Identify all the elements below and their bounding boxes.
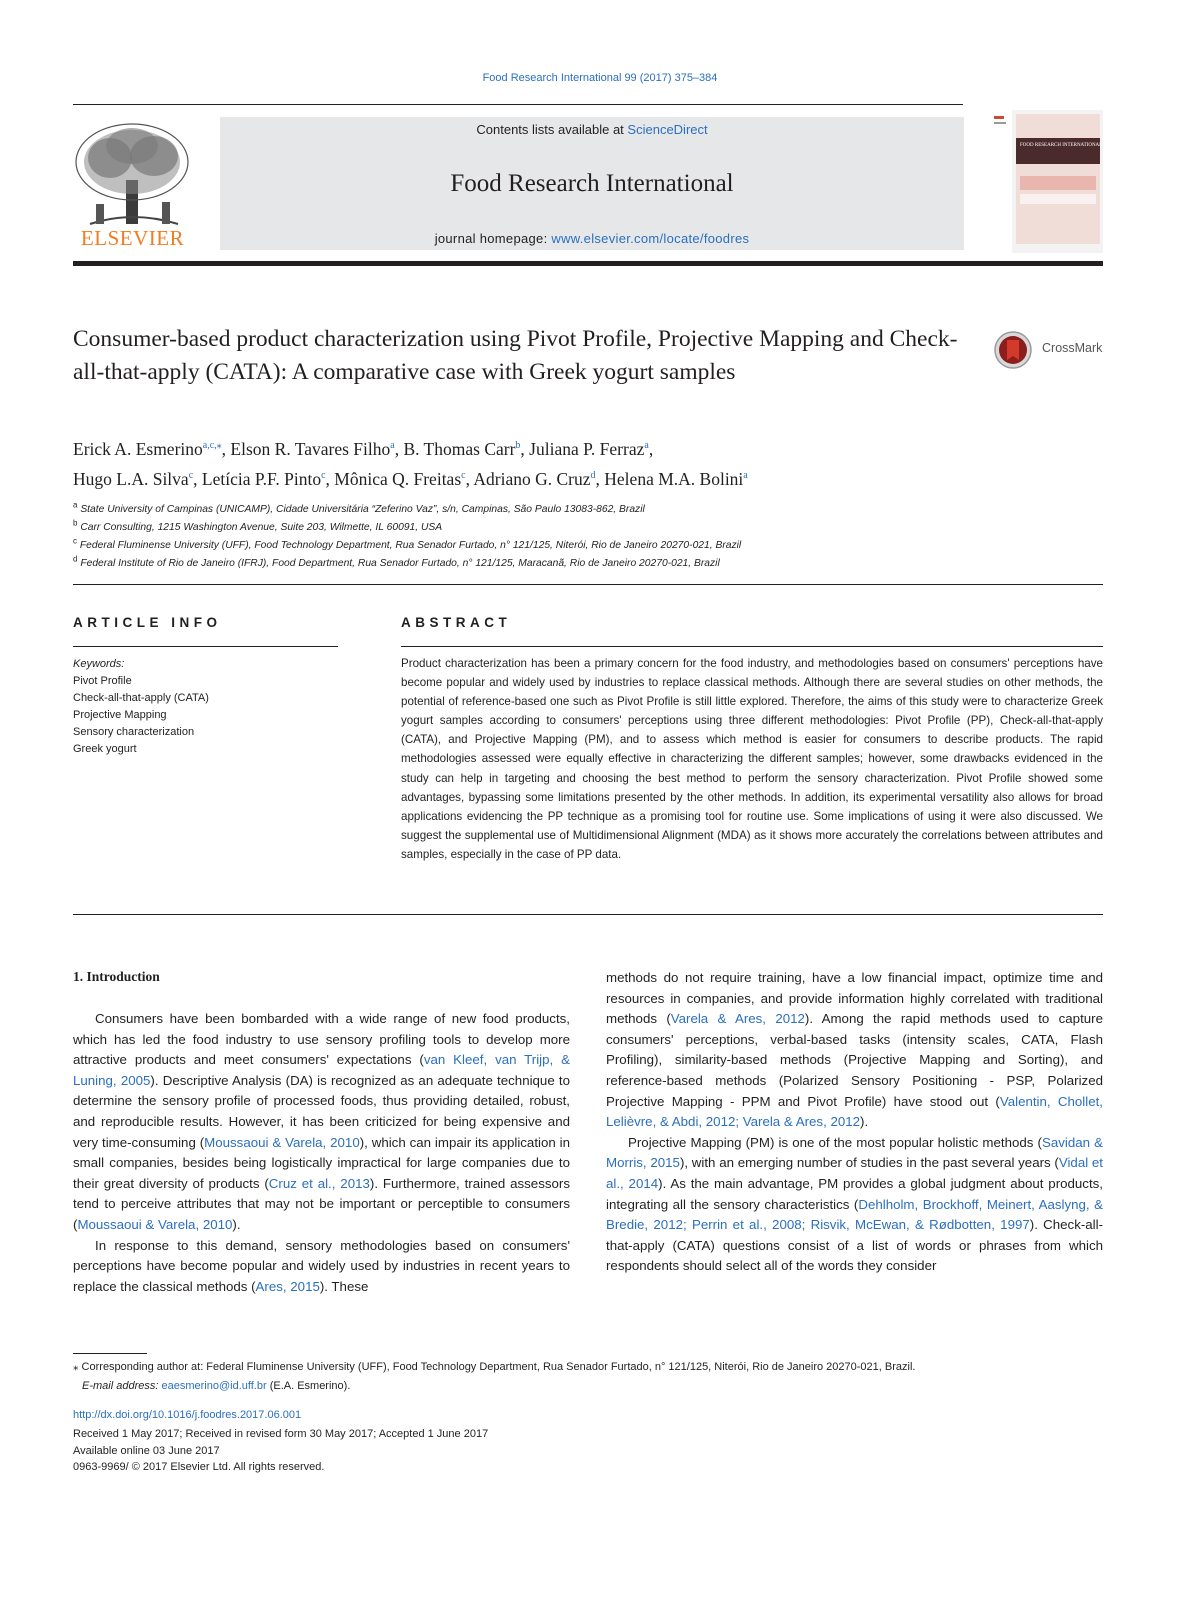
affiliation [73,501,1103,519]
available-online: Available online 03 June 2017 [73,1444,220,1457]
keywords-block [73,656,209,758]
author-name: Elson R. Tavares Filho [230,439,391,459]
journal-cover-thumbnail[interactable] [990,110,1103,253]
cover-title: FOOD RESEARCH INTERNATIONAL [1020,143,1103,148]
article-info-rule [73,646,338,647]
author[interactable] [230,439,394,459]
author-affiliation-marker[interactable]: c [321,470,326,482]
citation-link[interactable]: Savidan & Morris, 2015 [606,1134,1103,1171]
author[interactable] [403,439,520,459]
citation-link[interactable]: Vidal et al., 2014 [606,1155,1103,1191]
author-name: Erick A. Esmerino [73,439,203,459]
paragraph [73,1236,570,1298]
body-column-right [606,968,1103,1277]
abstract-heading: ABSTRACT [401,615,512,630]
doi-link[interactable]: http://dx.doi.org/10.1016/j.foodres.2017.06.001 [73,1409,302,1421]
affiliation-text: Federal Institute of Rio de Janeiro (IFRJ), Food Department, Rua Senador Furtado, n° 121/125, Maracanã, Rio de Janeiro 20270-021, Brazil [77,558,720,569]
header-thick-rule [73,261,1103,266]
publisher-wordmark: ELSEVIER [80,226,185,250]
text-run: Consumers have been bombarded with a wide range of new food products, which has led the food industry to use sensory profiling tools to develop more attractive products and meet consumers' expectations ( [73,1011,570,1068]
text-run: Projective Mapping (PM) is one of the most popular holistic methods ( [628,1134,1042,1150]
email-label: E-mail address: [82,1380,159,1392]
email-line [73,1377,1103,1396]
author[interactable] [202,469,326,489]
contents-line [220,122,964,137]
text-run: ). Check-all-that-apply (CATA) questions consist of a list of words or phrases from which respondents should select all of the words they consider [606,1217,1104,1274]
section-heading-introduction: 1. Introduction [73,969,160,984]
affiliation-text: Federal Fluminense University (UFF), Food Technology Department, Rua Senador Furtado, n° 121/125, Niterói, Rio de Janeiro 20270-021, Brazil [77,540,742,551]
author-name: Letícia P.F. Pinto [201,469,322,489]
text-run: ). These [319,1278,369,1294]
keyword: Check-all-that-apply (CATA) [73,692,209,704]
author-affiliation-marker[interactable]: a [743,470,748,482]
author[interactable] [473,469,595,489]
author-affiliation-marker[interactable]: b [515,440,521,452]
citation-link[interactable]: Cruz et al., 2013 [268,1175,370,1191]
crossmark-label[interactable]: CrossMark [1042,341,1103,355]
keywords-label: Keywords: [73,658,125,670]
abstract-rule [401,646,1103,647]
citation-link[interactable]: Varela & Ares, 2012 [670,1011,805,1027]
text-run: ), which can impair its application in small companies, besides being logistically impractical for large companies due to their great diversity of products ( [73,1134,570,1191]
copyright: 0963-9969/ © 2017 Elsevier Ltd. All rights reserved. [73,1461,325,1473]
article-info-heading: ARTICLE INFO [73,615,222,630]
title-block-rule [73,584,1103,585]
text-run: ), with an emerging number of studies in the past several years ( [679,1155,1059,1171]
affiliation-marker: d [73,554,78,564]
journal-reference[interactable]: Food Research International 99 (2017) 375–384 [482,72,718,84]
paragraph [606,968,1103,1133]
citation-link[interactable]: Moussaoui & Varela, 2010 [204,1134,360,1150]
paragraph [606,1133,1103,1277]
text-run: methods do not require training, have a low financial impact, optimize time and resources in companies, and provide information highly correlated with traditional methods ( [606,970,1103,1027]
affiliation [73,537,1103,555]
affiliation [73,555,1103,573]
affiliation-text: Carr Consulting, 1215 Washington Avenue, Suite 203, Wilmette, IL 60091, USA [77,522,443,533]
author-name: Hugo L.A. Silva [73,469,189,489]
keyword: Pivot Profile [73,675,132,687]
sciencedirect-link[interactable]: ScienceDirect [627,122,708,137]
citation-link[interactable]: Dehlholm, Brockhoff, Meinert, Aaslyng, & Bredie, 2012; Perrin et al., 2008; Risvik, McEwan, & Rødbotten, 1997 [606,1196,1103,1233]
author-affiliation-marker[interactable]: a [644,440,649,452]
affiliation [73,519,1103,537]
text-run: ). [860,1114,869,1130]
author[interactable] [73,439,222,459]
author-affiliation-marker[interactable]: c [461,470,466,482]
author[interactable] [604,469,747,489]
author-affiliation-marker[interactable]: d [590,470,596,482]
author-name: Juliana P. Ferraz [529,439,645,459]
author-affiliation-marker[interactable]: a,c,⁎ [202,440,222,452]
author[interactable] [529,439,649,459]
received-dates: Received 1 May 2017; Received in revised form 30 May 2017; Accepted 1 June 2017 [73,1428,489,1440]
author-name: Mônica Q. Freitas [334,469,462,489]
citation-link[interactable]: van Kleef, van Trijp, & Luning, 2005 [73,1052,571,1088]
affiliation-marker: a [73,500,78,510]
citation-link[interactable]: Moussaoui & Varela, 2010 [77,1216,233,1232]
affiliations [73,501,1103,573]
text-run: In response to this demand, sensory methodologies based on consumers' perceptions have become popular and widely used by industries in recent years to replace the classical methods ( [73,1237,570,1294]
homepage-line [220,231,964,246]
footnote-rule [73,1353,147,1354]
author-name: B. Thomas Carr [403,439,516,459]
abstract-rule-bottom [73,914,1103,915]
text-run: ). Descriptive Analysis (DA) is recognized as an adequate technique to determine the sensory profile of processed foods, thus providing detailed, robust, and reproducible results. However, it has been criticized for being expensive and very time-consuming ( [73,1072,571,1150]
header-rule [73,104,963,105]
homepage-prefix: journal homepage: [434,231,548,246]
citation-link[interactable]: Ares, 2015 [255,1278,320,1294]
text-run: ). Among the rapid methods used to capture consumers' perceptions, verbal-based tasks (intensity scales, CATA, Flash Profiling), similarity-based methods (Projective Mapping and Sorting), and reference-based methods (Polarized Sensory Positioning - PSP, Polarized Projective Mapping - PPM and Pivot Profile) have stood out ( [606,1011,1103,1109]
author-name: Adriano G. Cruz [473,469,591,489]
author[interactable] [73,469,193,489]
paragraph [73,1009,570,1236]
email-link[interactable]: eaesmerino@id.uff.br [161,1380,267,1392]
text-run: ). [232,1216,241,1232]
keyword: Greek yogurt [73,743,137,755]
homepage-link[interactable]: www.elsevier.com/locate/foodres [551,231,750,246]
author-affiliation-marker[interactable]: c [188,470,194,482]
author-name: Helena M.A. Bolini [604,469,744,489]
keyword: Sensory characterization [73,726,195,738]
contents-prefix: Contents lists available at [476,122,624,137]
text-run: ). As the main advantage, PM provides a global judgment about products, integrating all the sensory characteristics ( [606,1175,1103,1212]
affiliation-marker: b [73,518,78,528]
author-list: Erick A. Esmerino$^{a,c,⁎}$, Elson R. Tavares Filho$^a$, B. Thomas Carr$^b$, Juliana P. Ferraz$^a$, Hugo L.A. Silva$^c$, Letícia P.F. Pinto$^c$, Mônica Q. Freitas$^c$, Adriano G. Cruz$^d$, Helena M.A. Bolini$^a$ [73,439,748,489]
abstract-text: Product characterization has been a primary concern for the food industry, and methodologies based on consumers' perceptions have become popular and widely used by industries to replace classical methods. Although there are several studies on other methods, the potential of reference-based one such as Pivot Profile is still little explored. Therefore, the aims of this study were to characterize Greek yogurt samples according to consumers' perceptions using three different methodologies: Pivot Profile (PP), Check-all-that-apply (CATA), and Projective Mapping (PM), and to assess which method is easier for consumers to describe products. The rapid methodologies assessed were equally effective in characterizing the different samples; however, some drawbacks evidenced in the study can help in targeting and choosing the best method to perform the sensory characterization. Pivot Profile showed some advantages, bypassing some limitations presented by the other methods. In addition, its experimental versatility also allows for broad applications evidencing the PP technique as a promising tool for routine use. Some implications of using it were also discussed. We suggest the supplemental use of Multidimensional Alignment (MDA) as it shows more accurately the correlations between attributes and samples, especially in the case of PP data. [401,657,1103,861]
paper-title: Consumer-based product characterization using Pivot Profile, Projective Mapping and Check-all-that-apply (CATA): A comparative case with Greek yogurt samples [73,326,958,385]
journal-title: Food Research International [450,170,734,197]
body-column-left [73,1009,570,1297]
author[interactable] [334,469,465,489]
affiliation-text: State University of Campinas (UNICAMP), Cidade Universitária “Zeferino Vaz”, s/n, Campinas, São Paulo 13083-862, Brazil [77,504,645,515]
keyword: Projective Mapping [73,709,167,721]
corresponding-note: ⁎ Corresponding author at: Federal Fluminense University (UFF), Food Technology Department, Rua Senador Furtado, n° 121/125, Niterói, Rio de Janeiro 20270-021, Brazil. [73,1361,916,1373]
author-affiliation-marker[interactable]: a [390,440,395,452]
citation-link[interactable]: Valentin, Chollet, Lelièvre, & Abdi, 2012; Varela & Ares, 2012 [606,1093,1103,1130]
text-run: ). Furthermore, trained assessors tend to perceive attributes that may not be important or perceptible to consumers ( [73,1175,570,1232]
affiliation-marker: c [73,536,77,546]
publication-info [73,1426,488,1476]
corresponding-author-footnote [73,1358,1103,1396]
email-suffix: (E.A. Esmerino). [269,1380,351,1392]
